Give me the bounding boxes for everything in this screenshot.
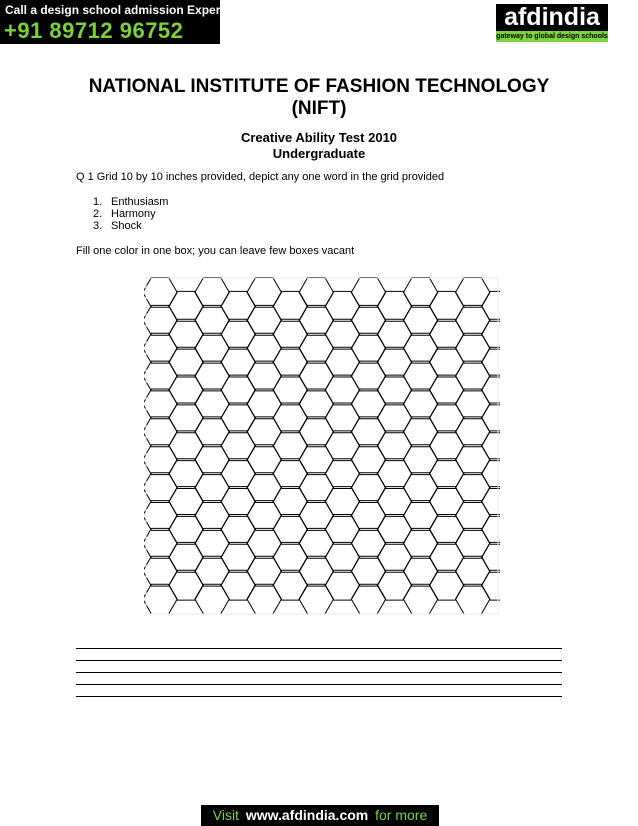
grid-hexagon xyxy=(377,542,411,572)
grid-hexagon xyxy=(482,375,516,405)
grid-hexagon xyxy=(247,445,281,475)
grid-hexagon xyxy=(299,473,333,503)
grid-hexagon xyxy=(351,445,385,475)
grid-hexagon xyxy=(403,473,437,503)
grid-hexagon xyxy=(351,417,385,447)
grid-hexagon xyxy=(456,305,490,335)
grid-hexagon xyxy=(143,584,177,614)
phone-label: Call a design school admission Expert on xyxy=(5,3,243,17)
grid-hexagon xyxy=(221,570,255,600)
answer-line xyxy=(76,648,562,649)
grid-hexagon xyxy=(273,570,307,600)
grid-hexagon xyxy=(169,291,203,321)
grid-hexagon xyxy=(299,389,333,419)
grid-hexagon xyxy=(456,556,490,586)
grid-hexagon xyxy=(403,528,437,558)
grid-hexagon xyxy=(195,333,229,363)
grid-hexagon xyxy=(221,291,255,321)
answer-lines xyxy=(76,648,562,708)
answer-line xyxy=(76,672,562,673)
grid-hexagon xyxy=(273,431,307,461)
option-number: 2. xyxy=(93,208,103,220)
grid-hexagon xyxy=(247,278,281,308)
grid-hexagon xyxy=(221,375,255,405)
grid-hexagon xyxy=(456,417,490,447)
grid-hexagon xyxy=(403,389,437,419)
grid-hexagon xyxy=(273,515,307,545)
grid-hexagon xyxy=(247,417,281,447)
grid-hexagon xyxy=(169,375,203,405)
grid-hexagon xyxy=(247,556,281,586)
grid-hexagon xyxy=(221,403,255,433)
grid-hexagon xyxy=(221,347,255,377)
grid-hexagon xyxy=(429,347,463,377)
grid-hexagon xyxy=(377,403,411,433)
grid-hexagon xyxy=(482,431,516,461)
grid-hexagon xyxy=(143,473,177,503)
grid-hexagon xyxy=(143,556,177,586)
question-text: Q 1 Grid 10 by 10 inches provided, depict any one word in the grid provided xyxy=(76,171,445,183)
logo-tagline: gateway to global design schools xyxy=(496,33,608,40)
grid-hexagon xyxy=(325,515,359,545)
grid-hexagon xyxy=(325,459,359,489)
grid-hexagon xyxy=(143,361,177,391)
grid-hexagon xyxy=(351,305,385,335)
title-line-1: NATIONAL INSTITUTE OF FASHION TECHNOLOGY xyxy=(88,76,550,97)
grid-hexagon xyxy=(247,501,281,531)
footer-more: for more xyxy=(375,807,428,823)
footer-visit: Visit xyxy=(212,807,239,823)
grid-hexagon xyxy=(325,431,359,461)
grid-hexagon xyxy=(195,305,229,335)
grid-hexagon xyxy=(273,459,307,489)
grid-hexagon xyxy=(482,347,516,377)
grid-hexagon xyxy=(169,515,203,545)
grid-hexagon xyxy=(403,556,437,586)
grid-hexagon xyxy=(299,556,333,586)
grid-hexagon xyxy=(456,528,490,558)
subtitle-line-2: Undergraduate xyxy=(272,146,366,161)
grid-hexagon xyxy=(247,361,281,391)
grid-hexagon xyxy=(482,459,516,489)
grid-hexagon xyxy=(169,319,203,349)
footer-url[interactable]: www.afdindia.com xyxy=(245,807,369,823)
grid-hexagon xyxy=(143,417,177,447)
grid-hexagon xyxy=(299,278,333,308)
grid-hexagon xyxy=(143,389,177,419)
grid-hexagon xyxy=(143,278,177,308)
grid-hexagon xyxy=(247,305,281,335)
grid-hexagon xyxy=(403,501,437,531)
grid-hexagon xyxy=(247,584,281,614)
grid-hexagon xyxy=(351,278,385,308)
grid-hexagon xyxy=(299,333,333,363)
title-line-2: (NIFT) xyxy=(291,98,347,119)
grid-hexagon xyxy=(273,487,307,517)
grid-hexagon xyxy=(195,473,229,503)
grid-hexagon xyxy=(195,417,229,447)
grid-hexagon xyxy=(273,319,307,349)
grid-hexagon xyxy=(403,278,437,308)
grid-hexagon xyxy=(221,459,255,489)
grid-hexagon xyxy=(299,361,333,391)
grid-hexagon xyxy=(247,389,281,419)
grid-hexagon xyxy=(143,528,177,558)
grid-hexagon xyxy=(482,515,516,545)
logo-name: afdindia xyxy=(504,3,600,31)
grid-hexagon xyxy=(221,319,255,349)
grid-hexagon xyxy=(221,431,255,461)
grid-hexagon xyxy=(403,333,437,363)
grid-hexagon xyxy=(403,417,437,447)
grid-hexagon xyxy=(377,515,411,545)
grid-hexagon xyxy=(351,556,385,586)
grid-hexagon xyxy=(325,403,359,433)
phone-number[interactable]: +91 89712 96752 xyxy=(4,18,184,43)
grid-hexagon xyxy=(195,445,229,475)
grid-hexagon xyxy=(169,542,203,572)
option-text: Harmony xyxy=(111,208,156,220)
grid-hexagon xyxy=(429,570,463,600)
grid-hexagon xyxy=(351,501,385,531)
grid-hexagon xyxy=(351,528,385,558)
footer-banner[interactable] xyxy=(201,805,439,826)
grid-hexagon xyxy=(247,473,281,503)
grid-hexagon xyxy=(377,347,411,377)
grid-hexagon xyxy=(403,305,437,335)
grid-hexagon xyxy=(273,542,307,572)
subtitle-line-1: Creative Ability Test 2010 xyxy=(240,130,398,145)
option-number: 1. xyxy=(93,196,103,208)
grid-hexagon xyxy=(482,291,516,321)
grid-hexagon xyxy=(325,347,359,377)
grid-hexagon xyxy=(429,431,463,461)
option-text: Shock xyxy=(111,220,142,232)
grid-hexagon xyxy=(429,515,463,545)
grid-hexagon xyxy=(429,375,463,405)
grid-hexagon xyxy=(247,528,281,558)
grid-hexagon xyxy=(273,375,307,405)
grid-hexagon xyxy=(429,319,463,349)
grid-hexagon xyxy=(195,556,229,586)
grid-hexagon xyxy=(456,361,490,391)
option-text: Enthusiasm xyxy=(111,196,169,208)
instruction-text: Fill one color in one box; you can leave few boxes vacant xyxy=(76,245,355,257)
grid-hexagon xyxy=(377,319,411,349)
grid-hexagon xyxy=(325,542,359,572)
grid-hexagon xyxy=(195,278,229,308)
grid-hexagon xyxy=(195,361,229,391)
grid-hexagon xyxy=(377,375,411,405)
grid-hexagon xyxy=(169,403,203,433)
grid-hexagon xyxy=(325,291,359,321)
grid-hexagon xyxy=(221,542,255,572)
grid-hexagon xyxy=(351,361,385,391)
answer-line xyxy=(76,684,562,685)
grid-hexagon xyxy=(325,375,359,405)
grid-hexagon xyxy=(143,305,177,335)
grid-hexagon xyxy=(195,389,229,419)
grid-hexagon xyxy=(143,333,177,363)
grid-hexagon xyxy=(456,389,490,419)
grid-hexagon xyxy=(482,403,516,433)
grid-hexagon xyxy=(169,570,203,600)
grid-hexagon xyxy=(456,333,490,363)
grid-hexagon xyxy=(456,501,490,531)
grid-hexagon xyxy=(456,584,490,614)
grid-hexagon xyxy=(351,473,385,503)
grid-hexagon xyxy=(325,319,359,349)
grid-hexagon xyxy=(482,319,516,349)
grid-hexagon xyxy=(221,515,255,545)
grid-hexagon xyxy=(195,501,229,531)
grid-hexagon xyxy=(143,445,177,475)
grid-hexagon xyxy=(377,431,411,461)
grid-hexagon xyxy=(299,584,333,614)
grid-hexagon xyxy=(429,487,463,517)
grid-hexagon xyxy=(403,584,437,614)
grid-hexagon xyxy=(299,305,333,335)
grid-hexagon xyxy=(169,431,203,461)
grid-hexagon xyxy=(377,487,411,517)
grid-hexagon xyxy=(482,542,516,572)
grid-hexagon xyxy=(377,291,411,321)
grid-hexagon xyxy=(299,417,333,447)
grid-hexagon xyxy=(273,347,307,377)
grid-hexagon xyxy=(429,403,463,433)
grid-hexagon xyxy=(482,570,516,600)
answer-line xyxy=(76,660,562,661)
grid-hexagon xyxy=(429,459,463,489)
grid-hexagon xyxy=(456,473,490,503)
grid-hexagon xyxy=(377,459,411,489)
grid-hexagon xyxy=(325,570,359,600)
grid-hexagon xyxy=(169,347,203,377)
grid-hexagon xyxy=(169,487,203,517)
grid-hexagon xyxy=(456,445,490,475)
grid-hexagon xyxy=(273,403,307,433)
grid-hexagon xyxy=(325,487,359,517)
grid-hexagon xyxy=(351,389,385,419)
grid-hexagon xyxy=(351,333,385,363)
grid-hexagon xyxy=(247,333,281,363)
option-number: 3. xyxy=(93,220,103,232)
grid-hexagon xyxy=(169,459,203,489)
grid-hexagon xyxy=(403,361,437,391)
grid-hexagon xyxy=(299,445,333,475)
grid-hexagon xyxy=(456,278,490,308)
grid-hexagon xyxy=(273,291,307,321)
grid-hexagon xyxy=(429,291,463,321)
grid-hexagon xyxy=(195,584,229,614)
answer-line xyxy=(76,696,562,697)
grid-hexagon xyxy=(299,528,333,558)
grid-hexagon xyxy=(429,542,463,572)
grid-hexagon xyxy=(221,487,255,517)
grid-hexagon xyxy=(377,570,411,600)
grid-hexagon xyxy=(143,501,177,531)
grid-hexagon xyxy=(351,584,385,614)
grid-hexagon xyxy=(195,528,229,558)
grid-hexagon xyxy=(299,501,333,531)
grid-hexagon xyxy=(482,487,516,517)
grid-hexagon xyxy=(403,445,437,475)
